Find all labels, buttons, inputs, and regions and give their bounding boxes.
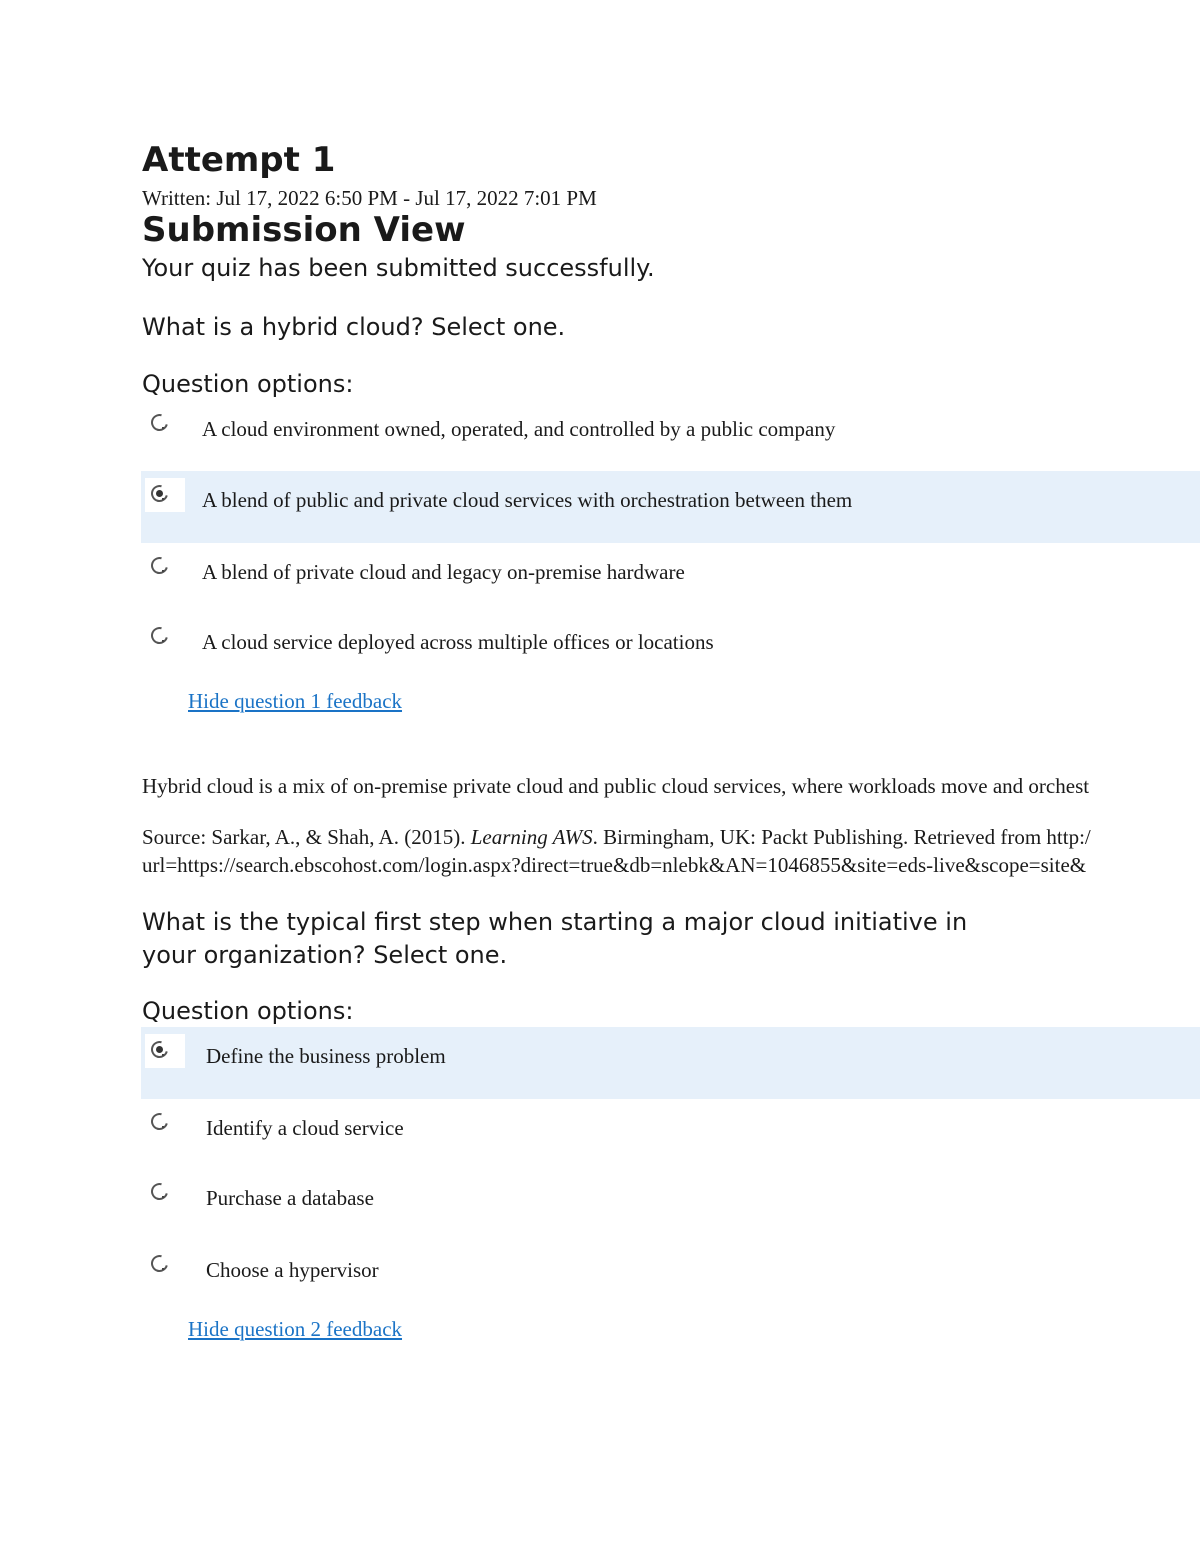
radio-button[interactable]	[145, 550, 185, 584]
question-1-option-4	[141, 613, 1200, 685]
radio-tick-icon	[162, 570, 164, 572]
radio-button[interactable]	[145, 620, 185, 654]
source-prefix: Source: Sarkar, A., & Shah, A. (2015).	[142, 825, 471, 849]
radio-button[interactable]	[145, 1106, 185, 1140]
source-title: Learning AWS	[470, 825, 593, 849]
question-2-option-3	[141, 1169, 1200, 1241]
option-label: Choose a hypervisor	[206, 1258, 379, 1282]
radio-tick-icon	[162, 1054, 164, 1056]
attempt-title: Attempt 1	[142, 140, 336, 180]
radio-circle-icon	[148, 554, 171, 577]
question-1-option-1	[141, 400, 1200, 472]
radio-tick-icon	[162, 498, 164, 500]
question-2-text: What is the typical first step when starting a major cloud initiative in your organization? Select one.	[142, 908, 968, 969]
option-label: Purchase a database	[206, 1186, 374, 1210]
source-suffix: . Birmingham, UK: Packt Publishing. Retrieved from http:/	[592, 825, 1091, 849]
radio-tick-icon	[162, 1196, 164, 1198]
question-1-option-3	[141, 543, 1200, 615]
radio-tick-icon	[162, 640, 164, 642]
radio-dot-icon	[156, 1046, 163, 1053]
option-label: A blend of public and private cloud services with orchestration between them	[202, 488, 853, 512]
radio-button-selected[interactable]	[145, 478, 185, 512]
radio-button[interactable]	[145, 1248, 185, 1282]
radio-tick-icon	[162, 1126, 164, 1128]
written-timestamp: Written: Jul 17, 2022 6:50 PM - Jul 17, 2022 7:01 PM	[142, 186, 597, 210]
success-message: Your quiz has been submitted successfully.	[142, 254, 655, 282]
option-label: A blend of private cloud and legacy on-premise hardware	[202, 560, 685, 584]
radio-circle-icon	[148, 1110, 171, 1133]
question-2-options-label: Question options:	[142, 997, 354, 1025]
question-1-source-url: url=https://search.ebscohost.com/login.aspx?direct=true&db=nlebk&AN=1046855&site=eds-live&scope=site&	[142, 853, 1087, 877]
radio-button-selected[interactable]	[145, 1034, 185, 1068]
radio-circle-icon	[148, 411, 171, 434]
hide-question-1-feedback-link[interactable]: Hide question 1 feedback	[188, 689, 403, 713]
question-1-feedback-text: Hybrid cloud is a mix of on-premise private cloud and public cloud services, where workloads move and orchest	[142, 774, 1090, 798]
hide-question-2-feedback-link[interactable]: Hide question 2 feedback	[188, 1317, 403, 1341]
question-2-option-4	[141, 1241, 1200, 1313]
option-label: A cloud environment owned, operated, and controlled by a public company	[202, 417, 836, 441]
radio-circle-icon	[148, 1252, 171, 1275]
radio-button[interactable]	[145, 407, 185, 441]
radio-tick-icon	[162, 427, 164, 429]
submission-view-title: Submission View	[142, 210, 466, 250]
option-label: A cloud service deployed across multiple offices or locations	[202, 630, 714, 654]
question-2-option-1	[141, 1027, 1200, 1099]
question-1-source-citation	[142, 824, 1091, 850]
radio-tick-icon	[162, 1268, 164, 1270]
radio-dot-icon	[156, 490, 163, 497]
option-label: Define the business problem	[206, 1044, 446, 1068]
option-label: Identify a cloud service	[206, 1116, 404, 1140]
question-2-option-2	[141, 1099, 1200, 1171]
radio-circle-icon	[148, 624, 171, 647]
radio-circle-icon	[148, 1180, 171, 1203]
radio-button[interactable]	[145, 1176, 185, 1210]
question-1-options-label: Question options:	[142, 370, 354, 398]
question-1-option-2	[141, 471, 1200, 543]
question-1-text: What is a hybrid cloud? Select one.	[142, 313, 566, 341]
